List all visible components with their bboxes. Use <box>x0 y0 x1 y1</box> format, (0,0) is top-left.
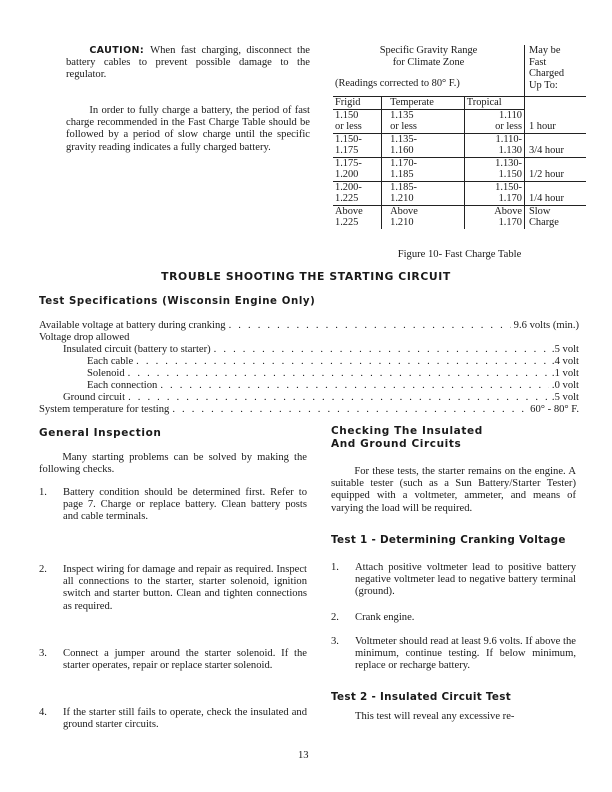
step-number: 1. <box>331 562 339 573</box>
cell-tropical: 1.110- <box>464 133 524 145</box>
table-row <box>333 217 586 229</box>
cell-tropical: 1.170 <box>464 193 524 205</box>
title-line: And Ground Circuits <box>331 438 462 450</box>
test1-step <box>331 612 576 624</box>
cell-tropical: or less <box>464 121 524 133</box>
cell-frigid: 1.150 <box>333 109 382 121</box>
column-header-temperate: Temperate <box>382 97 465 110</box>
spec-row <box>39 332 579 344</box>
inspection-item <box>39 707 307 731</box>
general-inspection-intro: Many starting problems can be solved by making the following checks. <box>39 452 307 476</box>
cell-charge: 3/4 hour <box>525 145 587 157</box>
cell-tropical: 1.110 <box>464 109 524 121</box>
cell-frigid: 1.225 <box>333 217 382 229</box>
spec-list <box>39 320 579 416</box>
table-header-side <box>525 45 587 97</box>
test1-step <box>331 636 576 673</box>
header-side-line: Up To: <box>529 79 558 91</box>
step-number: 3. <box>331 636 339 647</box>
spec-value: .1 volt <box>551 368 579 379</box>
step-text: Voltmeter should read at least 9.6 volts. If above the minimum, continue testing. If below minimum, replace or recharge battery. <box>355 636 576 672</box>
spec-label: Each cable <box>87 356 134 367</box>
spec-row <box>39 344 579 356</box>
cell-temperate: or less <box>382 121 465 133</box>
dot-leader <box>128 368 549 380</box>
cell-tropical: Above <box>464 205 524 217</box>
inspection-item <box>39 487 307 524</box>
cell-charge: Slow <box>529 205 551 217</box>
cell-temperate: 1.160 <box>382 145 465 157</box>
inspection-item <box>39 648 307 672</box>
item-text: Inspect wiring for damage and repair as required. Inspect all connections to the starter, starter solenoid, ignition switch and starter button. Clean and tighten connections as required. <box>63 564 307 612</box>
cell-tropical: 1.170 <box>464 217 524 229</box>
cell-frigid: 1.175- <box>333 157 382 169</box>
cell-temperate: 1.185- <box>382 181 465 193</box>
cell-frigid: 1.200- <box>333 181 382 193</box>
figure-caption: Figure 10- Fast Charge Table <box>397 249 522 260</box>
cell-charge <box>525 109 587 121</box>
test2-title: Test 2 - Insulated Circuit Test <box>331 691 512 703</box>
cell-temperate: 1.210 <box>382 193 465 205</box>
test1-step <box>331 562 576 599</box>
cell-charge: Charge <box>529 217 559 228</box>
step-text: Crank engine. <box>355 612 415 623</box>
cell-temperate: 1.135 <box>382 109 465 121</box>
item-number: 4. <box>39 707 47 718</box>
cell-frigid: Above <box>333 205 382 217</box>
dot-leader <box>136 356 549 368</box>
spec-value: .4 volt <box>551 356 579 367</box>
checking-circuits-title <box>331 425 483 451</box>
table-header-main <box>333 45 525 97</box>
test1-title: Test 1 - Determining Cranking Voltage <box>331 534 566 546</box>
header-line-2: for Climate Zone <box>392 56 465 68</box>
charge-paragraph: In order to fully charge a battery, the period of fast charge recommended in the Fast Charge Table should be followed by a period of slow charge until the specific gravity reading indicates a fully charged battery. <box>66 105 310 153</box>
cell-frigid: 1.150- <box>333 133 382 145</box>
spec-row <box>39 404 579 416</box>
spec-label: Insulated circuit (battery to starter) <box>63 344 211 355</box>
spec-label: Available voltage at battery during cranking <box>39 320 226 331</box>
cell-charge <box>525 133 587 145</box>
general-inspection-title: General Inspection <box>39 427 162 439</box>
header-note: (Readings corrected to 80° F.) <box>335 78 460 89</box>
inspection-item <box>39 564 307 613</box>
table-row <box>333 109 586 121</box>
column-header-tropical: Tropical <box>464 97 524 110</box>
checking-paragraph: For these tests, the starter remains on the engine. A suitable tester (such as a Sun Battery/Starter Tester) equipped with a voltmeter, ammeter, and means of varying the load will be required. <box>331 466 576 514</box>
table-body <box>333 109 586 229</box>
spec-row <box>39 380 579 392</box>
spec-row <box>39 392 579 404</box>
fast-charge-table <box>333 45 586 229</box>
spec-value: 9.6 volts (min.) <box>513 320 579 331</box>
table-row <box>333 145 586 157</box>
spec-value: .5 volt <box>551 344 579 355</box>
table-row <box>333 169 586 181</box>
cell-charge: 1/4 hour <box>525 193 587 205</box>
cell-tropical: 1.130 <box>464 145 524 157</box>
caution-text: When fast charging, disconnect the battery cables to prevent possible damage to the regulator. <box>66 45 310 81</box>
cell-frigid: 1.200 <box>333 169 382 181</box>
cell-temperate: 1.170- <box>382 157 465 169</box>
cell-temperate: 1.135- <box>382 133 465 145</box>
spec-title: Test Specifications (Wisconsin Engine Only) <box>39 296 316 307</box>
item-text: Battery condition should be determined first. Refer to page 7. Charge or replace battery. Clean battery posts and cable terminals. <box>63 487 307 523</box>
step-number: 2. <box>331 612 339 623</box>
header-side-line: May be <box>529 45 561 56</box>
header-line-1: Specific Gravity Range <box>379 45 478 56</box>
spec-row <box>39 320 579 332</box>
spec-value: .5 volt <box>551 392 579 403</box>
cell-frigid: 1.175 <box>333 145 382 157</box>
spec-label: Voltage drop allowed <box>39 332 130 343</box>
column-header-blank <box>525 97 587 110</box>
dot-leader <box>229 320 511 332</box>
table-row <box>333 205 586 217</box>
table-row <box>333 157 586 169</box>
spec-row <box>39 356 579 368</box>
page-number: 13 <box>298 750 309 761</box>
item-number: 1. <box>39 487 47 498</box>
step-text: Attach positive voltmeter lead to positive battery negative voltmeter lead to negative battery terminal (ground). <box>355 562 576 598</box>
cell-tropical: 1.150- <box>464 181 524 193</box>
spec-label: Each connection <box>87 380 158 391</box>
table-row <box>333 133 586 145</box>
cell-charge: 1 hour <box>525 121 587 133</box>
spec-label: Solenoid <box>87 368 125 379</box>
cell-tropical: 1.150 <box>464 169 524 181</box>
cell-charge: 1/2 hour <box>525 169 587 181</box>
spec-value: 60° - 80° F. <box>530 404 579 415</box>
item-number: 2. <box>39 564 47 575</box>
cell-tropical: 1.130- <box>464 157 524 169</box>
section-title: TROUBLE SHOOTING THE STARTING CIRCUIT <box>161 270 451 283</box>
header-side-line: Charged <box>529 68 565 79</box>
cell-frigid: or less <box>333 121 382 133</box>
table-row <box>333 181 586 193</box>
header-side-line: Fast <box>529 56 547 68</box>
dot-leader <box>172 404 527 416</box>
spec-label: System temperature for testing <box>39 404 170 415</box>
spec-row <box>39 368 579 380</box>
spec-label: Ground circuit <box>63 392 126 403</box>
cell-temperate: Above <box>382 205 465 217</box>
dot-leader <box>160 380 549 392</box>
cell-charge <box>525 181 587 193</box>
cell-temperate: 1.210 <box>382 217 465 229</box>
caution-note <box>66 45 310 82</box>
item-number: 3. <box>39 648 47 659</box>
table-row <box>333 193 586 205</box>
dot-leader <box>128 392 549 404</box>
cell-frigid: 1.225 <box>333 193 382 205</box>
cell-temperate: 1.185 <box>382 169 465 181</box>
cell-charge <box>525 157 587 169</box>
item-text: If the starter still fails to operate, check the insulated and ground starter circuits. <box>63 707 307 731</box>
test2-paragraph: This test will reveal any excessive re- <box>355 711 515 722</box>
title-line: Checking The Insulated <box>331 425 483 437</box>
caution-label: CAUTION: <box>89 45 145 56</box>
item-text: Connect a jumper around the starter solenoid. If the starter operates, repair or replace starter solenoid. <box>63 648 307 672</box>
dot-leader <box>214 344 549 356</box>
table-row <box>333 121 586 133</box>
column-header-frigid: Frigid <box>333 97 382 110</box>
spec-value: .0 volt <box>551 380 579 391</box>
